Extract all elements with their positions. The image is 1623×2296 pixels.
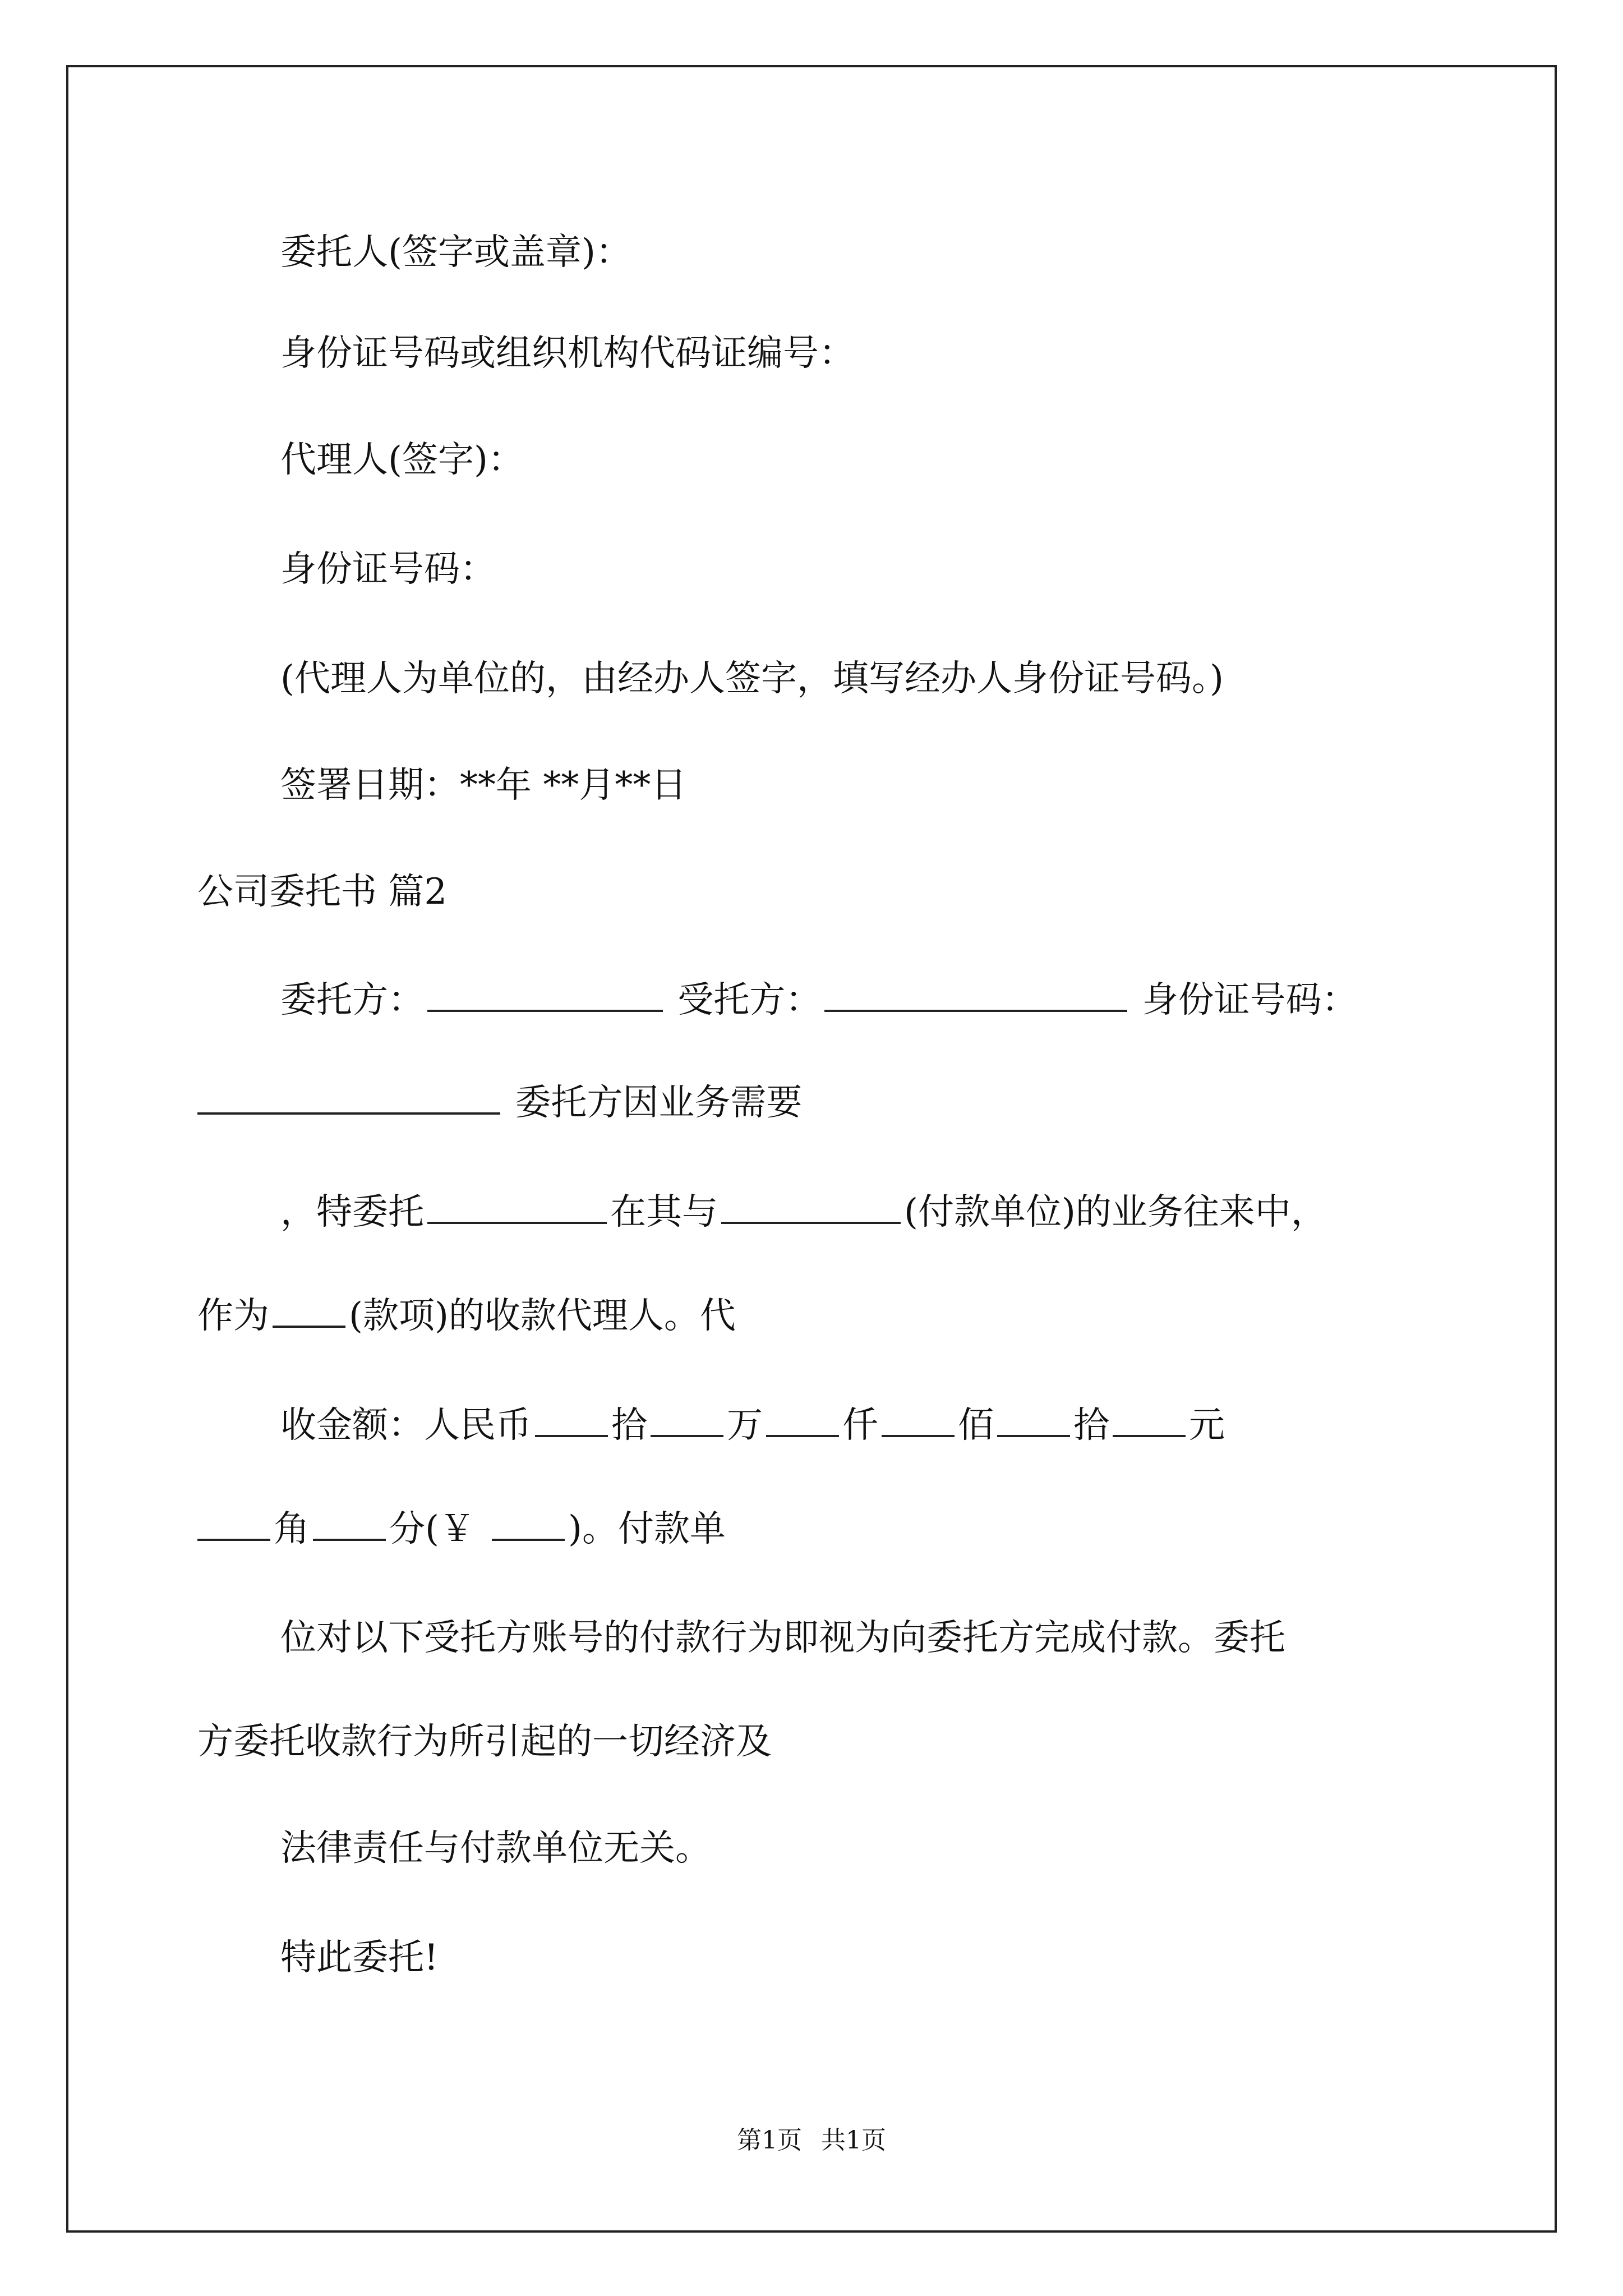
liability-line-continued: 法律责任与付款单位无关。 <box>280 1828 711 1869</box>
entrust-text: ，特委托 <box>280 1191 424 1233</box>
unit-wan: 万 <box>727 1405 763 1446</box>
id-blank <box>197 1080 500 1115</box>
amount-label: 收金额：人民币 <box>280 1405 532 1446</box>
entrusted-blank <box>427 1189 607 1224</box>
agent-label: 受托方： <box>677 979 822 1021</box>
unit-qian: 仟 <box>842 1405 878 1446</box>
id-number-or-org-code-line: 身份证号码或组织机构代码证编号： <box>280 333 855 374</box>
id-label: 身份证号码： <box>1142 979 1358 1021</box>
amount-blank-1 <box>535 1402 608 1437</box>
unit-fen: 分(￥ <box>389 1508 475 1550</box>
agent-signature-line: 代理人(签字)： <box>280 439 524 481</box>
page-number: 第1页 <box>737 2126 802 2155</box>
agent-blank <box>824 977 1127 1012</box>
collection-agent-text: (款项)的收款代理人。代 <box>349 1295 736 1337</box>
unit-shi-1: 拾 <box>611 1405 647 1446</box>
principal-label: 委托方： <box>280 979 424 1021</box>
payer-continued-text: )。付款单 <box>568 1508 726 1550</box>
page-footer <box>0 2125 1623 2156</box>
agent-note-line: (代理人为单位的，由经办人签字，填写经办人身份证号码。) <box>280 658 1224 700</box>
amount-line-continued <box>197 1506 726 1551</box>
amount-line <box>280 1402 1225 1447</box>
unit-shi-2: 拾 <box>1073 1405 1109 1446</box>
page-frame <box>66 65 1557 2233</box>
parties-line <box>280 977 1358 1022</box>
amount-blank-7 <box>197 1506 270 1541</box>
agent-id-number-line: 身份证号码： <box>280 549 496 590</box>
principal-signature-line: 委托人(签字或盖章)： <box>280 232 631 273</box>
principal-blank <box>427 977 663 1012</box>
liability-line: 方委托收款行为所引起的一切经济及 <box>197 1721 772 1763</box>
with-text: 在其与 <box>610 1191 718 1233</box>
payment-item-line <box>197 1293 736 1338</box>
entrust-line <box>280 1189 1327 1234</box>
amount-blank-6 <box>1113 1402 1186 1437</box>
amount-blank-5 <box>997 1402 1070 1437</box>
amount-blank-8 <box>313 1506 386 1541</box>
payer-text: (付款单位)的业务往来中， <box>904 1191 1327 1233</box>
business-need-line <box>197 1080 802 1125</box>
section-title: 公司委托书 篇2 <box>197 871 448 913</box>
page-total: 共1页 <box>821 2126 886 2155</box>
unit-jiao: 角 <box>274 1508 310 1550</box>
closing-line: 特此委托! <box>280 1937 439 1978</box>
payment-item-blank <box>273 1293 345 1328</box>
amount-blank-2 <box>651 1402 723 1437</box>
business-need-text: 委托方因业务需要 <box>515 1082 803 1124</box>
amount-figures-blank <box>492 1506 565 1541</box>
unit-yuan: 元 <box>1189 1405 1225 1446</box>
amount-blank-4 <box>882 1402 955 1437</box>
amount-blank-3 <box>766 1402 839 1437</box>
signing-date-line: 签署日期：**年 **月**日 <box>280 765 687 806</box>
as-text: 作为 <box>197 1295 269 1337</box>
unit-bai: 佰 <box>958 1405 994 1446</box>
payment-effect-line: 位对以下受托方账号的付款行为即视为向委托方完成付款。委托 <box>280 1617 1285 1659</box>
payer-blank <box>721 1189 901 1224</box>
